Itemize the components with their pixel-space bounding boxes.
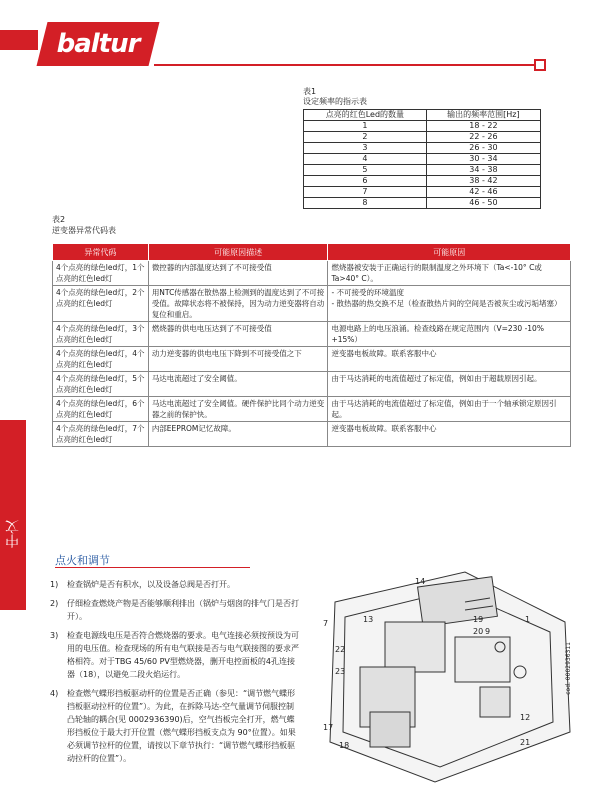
burner-diagram [315,562,577,786]
diagram-label: 12 [520,713,531,722]
diagram-label: 14 [415,577,426,586]
section-title: 点火和调节 [55,554,110,567]
table-row [53,372,571,397]
table2-header: 可能原因 [328,244,571,261]
table-cell: 5 [304,165,427,176]
brand-text: baltur [56,29,140,59]
table-cell: 18 - 22 [426,121,540,132]
table-cell: 42 - 46 [426,187,540,198]
brand-logo [37,22,160,66]
table-cell: 4个点亮的绿色led灯，4个点亮的红色led灯 [53,347,149,372]
table-row [53,397,571,422]
table-row [53,286,571,322]
table-cell: 4 [304,154,427,165]
table-cell: 电源电路上的电压浪涌。检查线路在规定范围内（V=230 -10% +15%） [328,322,571,347]
table-cell: 6 [304,176,427,187]
list-item-text: 检查燃气蝶形挡板驱动杆的位置是否正确（参见：“调节燃气蝶形挡板驱动拉杆的位置”）。为此，在拆除马达-空气量调节伺服控制凸轮轴的耦合(见 0002936390)后，空气挡板完全打开，燃气蝶形挡板位于最大打开位置（燃气蝶形挡板支点为 90°位置）。如果必须调节拉杆的位置，请按以下章节执行：“调节燃气蝶形挡板驱动拉杆的位置”）。 [67,689,296,763]
list-item-number: 3) [50,631,59,640]
table-cell: 30 - 34 [426,154,540,165]
table2-header: 异常代码 [53,244,149,261]
table-cell: 马达电流超过了安全阈值。硬件保护比同个动力逆变器之前的保护快。 [148,397,328,422]
table2-caption: 逆变器异常代码表 [52,226,116,235]
diagram-label: 13 [363,615,374,624]
table-cell: 4个点亮的绿色led灯，6个点亮的红色led灯 [53,397,149,422]
table-row [304,132,541,143]
diagram-code: cod. 0002936311 [565,642,572,695]
table-cell: 内部EEPROM记忆故障。 [148,422,328,447]
table-cell: 46 - 50 [426,198,540,209]
table2-label: 表2 [52,215,66,224]
burner-drawing [315,562,577,786]
language-tab [0,420,26,610]
table-cell: 微控器的内部温度达到了不可接受值 [148,261,328,286]
table-row [304,154,541,165]
list-item-text: 检查锅炉是否有积水，以及设备总阀是否打开。 [67,580,235,589]
table-cell: 用NTC传感器在散热器上检测到的温度达到了不可接受值。故障状态将不被保持，因为动力逆变器将自动复位和重启。 [148,286,328,322]
table-cell: 4个点亮的绿色led灯，3个点亮的红色led灯 [53,322,149,347]
diagram-label: 20 [473,627,484,636]
diagram-label: 23 [335,667,346,676]
table-row [304,198,541,209]
table-row [304,187,541,198]
table-cell: 燃烧器被安装于正确运行的限制温度之外环境下（Ta<-10° C或Ta>40° C）。 [328,261,571,286]
table-row [304,165,541,176]
table2-header: 可能原因描述 [148,244,328,261]
list-item-text: 检查电源线电压是否符合燃烧器的要求。电气连接必须按预设为可用的电压值。检查现场的所有电气联接是否与电气联接图的要求严格相符。对于TBG 45/60 PV型燃烧器，删开电控面板的4孔连接器（18），以避免二段火焰运行。 [67,631,299,679]
diagram-label: 17 [323,723,334,732]
table-row [53,347,571,372]
table-cell: - 不可接受的环境温度 - 散热器的热交换不足（检查散热片间的空间是否被灰尘或污垢堵塞） [328,286,571,322]
diagram-label: 21 [520,738,531,747]
table-cell: 由于马达消耗的电流值超过了标定值，例如由于一个轴承锁定原因引起。 [328,397,571,422]
table-cell: 4个点亮的绿色led灯，7个点亮的红色led灯 [53,422,149,447]
table-cell: 7 [304,187,427,198]
table-cell: 2 [304,132,427,143]
table-cell: 8 [304,198,427,209]
table-row [304,143,541,154]
diagram-label: 22 [335,645,346,654]
header-rule-end [534,59,546,71]
diagram-label: 1 [525,615,531,624]
diagram-label: 19 [473,615,484,624]
frequency-table [303,109,541,209]
table-row [53,322,571,347]
ignition-steps [50,578,300,771]
list-item [50,687,300,765]
diagram-label: 7 [323,619,329,628]
table-cell: 26 - 30 [426,143,540,154]
table-cell: 3 [304,143,427,154]
list-item [50,578,300,591]
table-cell: 34 - 38 [426,165,540,176]
table-row [304,121,541,132]
error-code-table [52,243,571,447]
language-tab-label: 中文 [5,520,21,548]
table1-label: 表1 [303,87,317,96]
section-underline [55,567,250,568]
header-rule [154,64,534,66]
table-row [304,176,541,187]
logo-bar [0,30,38,50]
diagram-label: 9 [485,627,491,636]
table-cell: 22 - 26 [426,132,540,143]
table-cell: 4个点亮的绿色led灯，2个点亮的红色led灯 [53,286,149,322]
list-item-number: 2) [50,599,59,608]
table-cell: 逆变器电板故障。联系客服中心 [328,347,571,372]
list-item [50,629,300,681]
table-cell: 燃烧器的供电电压达到了不可接受值 [148,322,328,347]
table1-caption: 设定频率的指示表 [303,97,367,106]
diagram-label: 18 [339,741,350,750]
table-cell: 动力逆变器的供电电压下降到不可接受值之下 [148,347,328,372]
table-cell: 由于马达消耗的电流值超过了标定值，例如由于超载原因引起。 [328,372,571,397]
table-row [53,261,571,286]
table1-header: 输出的频率范围[Hz] [426,110,540,121]
table-cell: 1 [304,121,427,132]
table-cell: 4个点亮的绿色led灯，1个点亮的红色led灯 [53,261,149,286]
list-item-text: 仔细检查燃烧产物是否能够顺利排出（锅炉与烟囱的排气门是否打开）。 [67,599,299,621]
table-cell: 38 - 42 [426,176,540,187]
list-item-number: 4) [50,689,59,698]
table1-header: 点亮的红色Led的数量 [304,110,427,121]
table-cell: 4个点亮的绿色led灯，5个点亮的红色led灯 [53,372,149,397]
table-cell: 逆变器电板故障。联系客服中心 [328,422,571,447]
table-cell: 马达电流超过了安全阈值。 [148,372,328,397]
table-row [53,422,571,447]
list-item [50,597,300,623]
list-item-number: 1) [50,580,59,589]
